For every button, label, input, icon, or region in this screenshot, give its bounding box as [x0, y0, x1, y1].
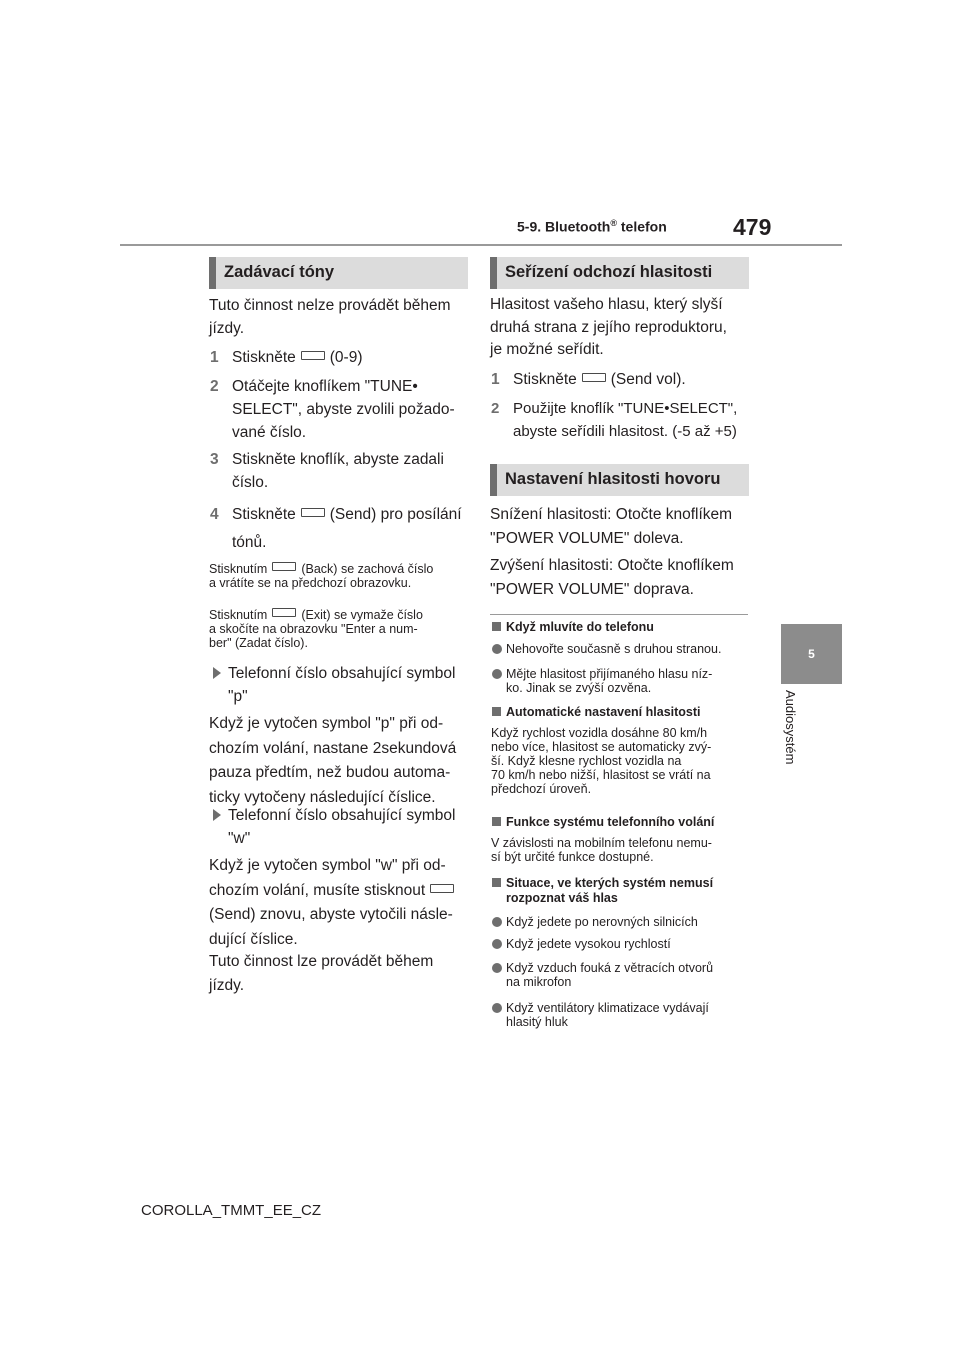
notes-divider — [490, 614, 748, 615]
section-title: 5-9. Bluetooth® telefon — [517, 218, 667, 235]
step-4: 4 Stiskněte (Send) pro posílání tónů. — [210, 506, 462, 551]
paragraph: Hlasitost vašeho hlasu, který slyší druhá strana z jejího reproduktoru, je možné seřídit. — [490, 296, 727, 358]
section-heading-outgoing-volume: Seřízení odchozí hlasitosti — [490, 257, 749, 289]
square-bullet-icon — [492, 817, 501, 826]
step-2: 2 Použijte knoflík "TUNE•SELECT", abyste seřídili hlasitost. (-5 až +5) — [491, 400, 738, 440]
section-heading-call-volume: Nastavení hlasitosti hovoru — [490, 464, 749, 496]
chapter-tab: 5 — [781, 624, 842, 684]
note-heading: Situace, ve kterých systém nemusí rozpoznat váš hlas — [506, 876, 713, 906]
note-heading: Když mluvíte do telefonu — [506, 620, 654, 635]
paragraph: Tuto činnost nelze provádět během jízdy. — [209, 297, 451, 337]
paragraph-p-symbol: Když je vytočen symbol "p" při od- chozím volání, nastane 2sekundová pauza předtím, než budou automa- ticky vytočeny následující číslice. — [209, 715, 457, 806]
dot-bullet-icon — [492, 917, 502, 927]
triangle-bullet-icon — [213, 809, 221, 821]
dot-bullet-icon — [492, 1003, 502, 1013]
step-2: 2 Otáčejte knoflíkem "TUNE• SELECT", abyste zvolili požado- vané číslo. — [210, 378, 455, 441]
dot-bullet-icon — [492, 644, 502, 654]
note-bullet: Mějte hlasitost přijímaného hlasu níz- ko. Jinak se zvýší ozvěna. — [506, 667, 712, 695]
square-bullet-icon — [492, 878, 501, 887]
note-bullet: Když vzduch fouká z větracích otvorů na mikrofon — [506, 961, 713, 989]
send-button-icon — [301, 508, 325, 517]
square-bullet-icon — [492, 622, 501, 631]
exit-button-icon — [272, 608, 296, 617]
note-exit: Stisknutím (Exit) se vymaže číslo a skočíte na obrazovku "Enter a num- ber" (Zadat číslo). — [209, 608, 423, 650]
note-body: V závislosti na mobilním telefonu nemu- sí být určité funkce dostupné. — [491, 836, 712, 864]
header-divider — [120, 244, 842, 246]
square-bullet-icon — [492, 707, 501, 716]
dot-bullet-icon — [492, 963, 502, 973]
chapter-label: Audiosystém — [783, 690, 798, 765]
note-bullet: Když jedete vysokou rychlostí — [506, 937, 671, 951]
note-back: Stisknutím (Back) se zachová číslo a vrátíte se na předchozí obrazovku. — [209, 562, 434, 590]
note-heading: Funkce systému telefonního volání — [506, 815, 714, 830]
section-heading-tones: Zadávací tóny — [209, 257, 468, 289]
step-1: 1 Stiskněte (0-9) — [210, 349, 363, 366]
document-code: COROLLA_TMMT_EE_CZ — [141, 1202, 322, 1219]
back-button-icon — [272, 562, 296, 571]
subheading-w-symbol: Telefonní číslo obsahující symbol "w" — [228, 804, 455, 850]
subheading-p-symbol: Telefonní číslo obsahující symbol "p" — [228, 662, 455, 708]
paragraph-volume: Snížení hlasitosti: Otočte knoflíkem "POWER VOLUME" doleva. Zvýšení hlasitosti: Otočte knoflíkem "POWER VOLUME" doprava. — [490, 506, 734, 598]
note-body: Když rychlost vozidla dosáhne 80 km/h nebo více, hlasitost se automaticky zvý- ší. Když klesne rychlost vozidla na 70 km/h nebo nižší, hlasitost se vrátí na předchozí úroveň. — [491, 726, 712, 796]
note-bullet: Když jedete po nerovných silnicích — [506, 915, 698, 929]
step-1: 1 Stiskněte (Send vol). — [491, 371, 686, 388]
page-number: 479 — [733, 214, 772, 240]
paragraph-outro: Tuto činnost lze provádět během jízdy. — [209, 953, 434, 994]
dot-bullet-icon — [492, 669, 502, 679]
send-vol-button-icon — [582, 373, 606, 382]
step-3: 3 Stiskněte knoflík, abyste zadali číslo. — [210, 451, 444, 491]
note-heading: Automatické nastavení hlasitosti — [506, 705, 701, 720]
note-bullet: Nehovořte současně s druhou stranou. — [506, 642, 721, 656]
dot-bullet-icon — [492, 939, 502, 949]
note-bullet: Když ventilátory klimatizace vydávají hlasitý hluk — [506, 1001, 709, 1029]
paragraph-w-symbol: Když je vytočen symbol "w" při od- chozím volání, musíte stisknout (Send) znovu, abyste vytočili násle- dující číslice. — [209, 857, 453, 948]
button-icon — [301, 351, 325, 360]
send-button-icon — [430, 884, 454, 893]
triangle-bullet-icon — [213, 667, 221, 679]
